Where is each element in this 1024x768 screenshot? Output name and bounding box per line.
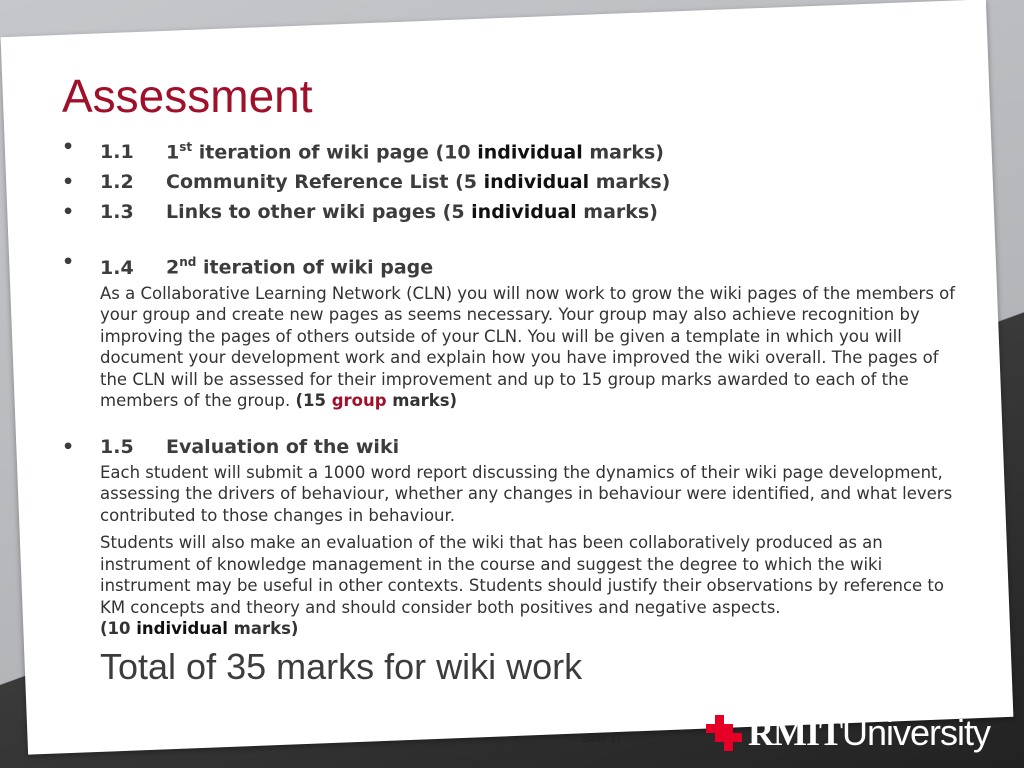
rmit-pixel-icon: [706, 715, 742, 751]
logo-wordmark-light: University: [842, 712, 991, 753]
assessment-list: [62, 132, 962, 640]
bullet: •: [62, 171, 75, 194]
list-item-1-3: [62, 197, 962, 227]
item-heading: 1.1 1st iteration of wiki page (10 individual marks): [100, 140, 664, 164]
item-heading: 1.2 Community Reference List (5 individual marks): [100, 171, 671, 194]
logo-wordmark-bold: RMIT: [748, 713, 842, 753]
bullet: •: [62, 136, 75, 158]
bullet: •: [62, 201, 75, 224]
item-description-2: Students will also make an evaluation of the wiki that has been collaboratively produced as an instrument of knowledge management in the course and suggest the degree to which the wiki instrument may be useful in other contexts. Students should justify their observations by reference to KM concepts and theory and should consider both positives and negative aspects. (10 individual marks): [100, 533, 944, 639]
slide-title: Assessment: [62, 70, 313, 122]
list-item-1-2: [62, 167, 962, 197]
item-heading: 1.4 2nd iteration of wiki page: [100, 255, 434, 279]
list-item-1-1: [62, 132, 962, 167]
bullet: •: [62, 251, 75, 274]
bullet: •: [62, 435, 75, 458]
slide-number: Slide 17: [582, 733, 622, 745]
total-marks: Total of 35 marks for wiki work: [100, 646, 583, 687]
item-heading: 1.5 Evaluation of the wiki: [100, 435, 400, 458]
item-description: As a Collaborative Learning Network (CLN) you will now work to grow the wiki pages of the members of your group and create new pages as seems necessary. Your group may also achieve recognition by improving the pages of others outside of your CLN. You will be given a template in which you will document your development work and explain how you have improved the wiki overall. The pages of the CLN will be assessed for their improvement and up to 15 group marks awarded to each of the members of the group. (15 group marks): [100, 283, 956, 411]
item-heading: 1.3 Links to other wiki pages (5 individual marks): [100, 201, 658, 224]
list-item-1-4: [62, 247, 962, 411]
item-description: Each student will submit a 1000 word report discussing the dynamics of their wiki page development, assessing the drivers of behaviour, whether any changes in behaviour were identified, and what levers contributed to those changes in behaviour.: [100, 462, 953, 525]
rmit-logo: [706, 712, 990, 754]
list-item-1-5: [62, 432, 962, 640]
